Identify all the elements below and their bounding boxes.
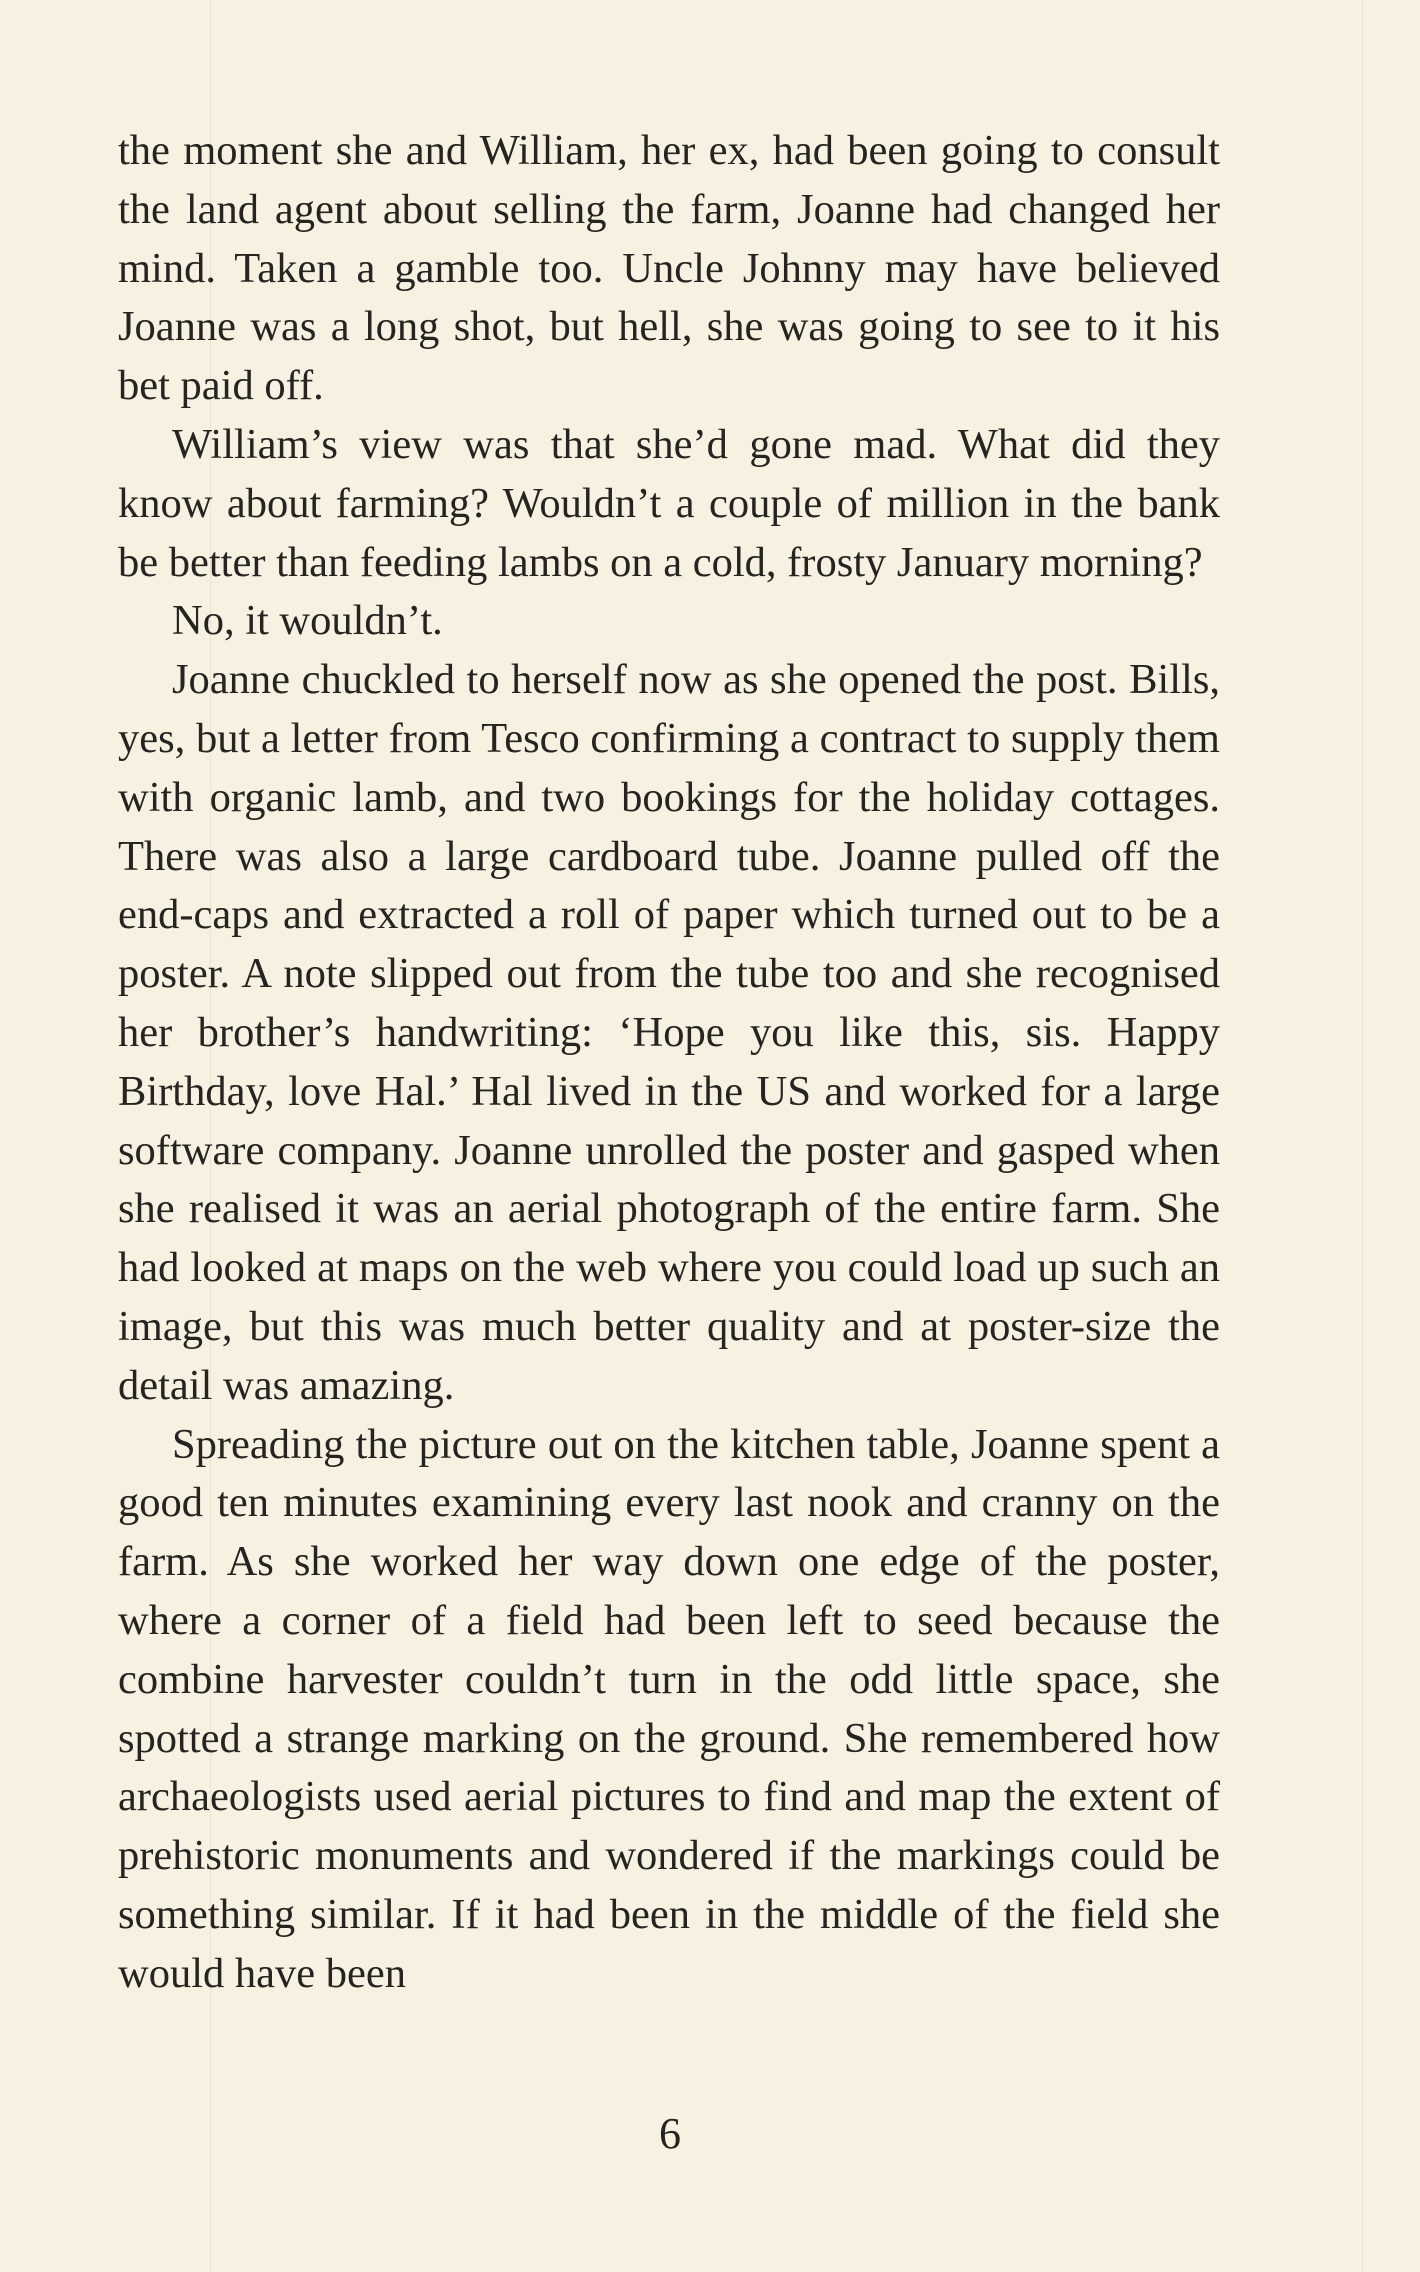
body-text	[118, 122, 1220, 2004]
paragraph: Spreading the picture out on the kitchen table, Joanne spent a good ten minutes examining every last nook and cranny on the farm. As she worked her way down one edge of the poster, where a corner of a field had been left to seed because the combine harvester couldn’t turn in the odd little space, she spotted a strange marking on the ground. She remembered how archaeologists used aerial pictures to find and map the extent of prehistoric monuments and wondered if the markings could be something similar. If it had been in the middle of the field she would have been	[118, 1420, 1220, 1997]
paragraph: Joanne chuckled to herself now as she opened the post. Bills, yes, but a letter from Tesco confirming a contract to supply them with organic lamb, and two bookings for the holiday cottages. There was also a large cardboard tube. Joanne pulled off the end-caps and extracted a roll of paper which turned out to be a poster. A note slipped out from the tube too and she recognised her brother’s handwriting: ‘Hope you like this, sis. Happy Birthday, love Hal.’ Hal lived in the US and worked for a large software company. Joanne unrolled the poster and gasped when she realised it was an aerial photograph of the entire farm. She had looked at maps on the web where you could load up such an image, but this was much better quality and at poster-size the detail was amazing.	[118, 656, 1220, 1409]
paragraph: the moment she and William, her ex, had been going to consult the land agent about selling the farm, Joanne had changed her mind. Taken a gamble too. Uncle Johnny may have believed Joanne was a long shot, but hell, she was going to see to it his bet paid off.	[118, 127, 1220, 410]
paragraph: No, it wouldn’t.	[172, 597, 443, 645]
page-number: 6	[659, 2109, 681, 2158]
paragraph: William’s view was that she’d gone mad. What did they know about farming? Wouldn’t a couple of million in the bank be better than feeding lambs on a cold, frosty January morning?	[118, 420, 1220, 586]
paper-crease	[1362, 0, 1363, 2272]
